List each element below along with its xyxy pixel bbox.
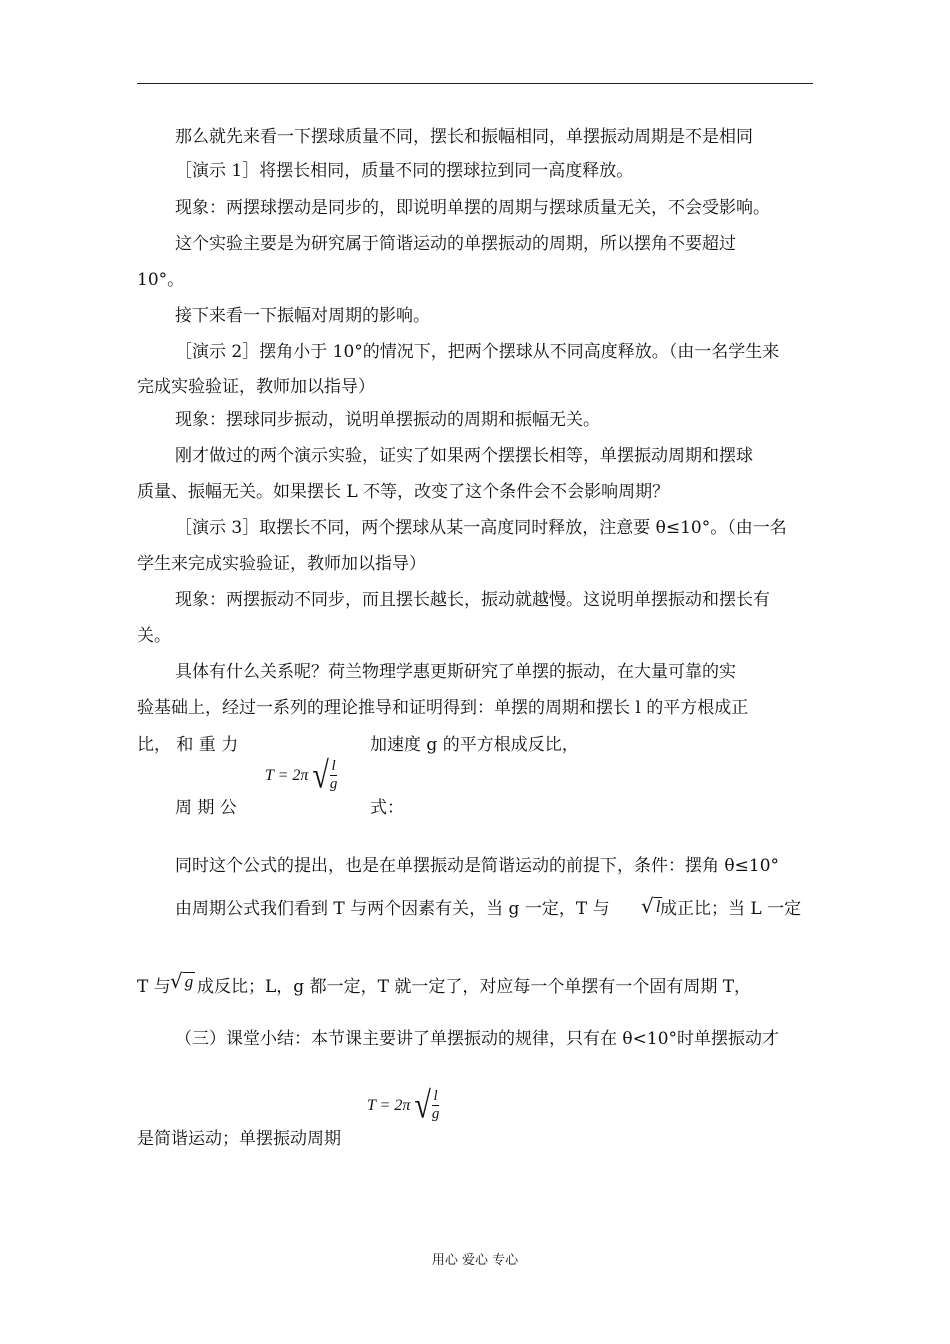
paragraph-line: ［演示 3］取摆长不同，两个摆球从某一高度同时释放，注意要 θ≤10°。（由一名 (175, 518, 787, 538)
paragraph-line: 式： (370, 798, 404, 818)
paragraph-line: 关。 (137, 626, 171, 646)
paragraph-line: 由周期公式我们看到 T 与两个因素有关，当 g 一定，T 与 (175, 899, 610, 919)
paragraph-line: 学生来完成实验验证，教师加以指导） (137, 554, 426, 574)
paragraph-line: ［演示 1］将摆长相同，质量不同的摆球拉到同一高度释放。 (175, 161, 634, 181)
paragraph-line: 现象：两摆振动不同步，而且摆长越长，振动就越慢。这说明单摆振动和摆长有 (175, 590, 770, 610)
paragraph-line: 验基础上，经过一系列的理论推导和证明得到：单摆的周期和摆长 l 的平方根成正 (137, 698, 749, 718)
paragraph-line: 成反比；L，g 都一定，T 就一定了，对应每一个单摆有一个固有周期 T， (197, 977, 752, 997)
formula-numerator: l (331, 758, 336, 774)
sqrt-l-symbol: √ l (641, 894, 661, 918)
formula-denominator: g (329, 776, 338, 792)
paragraph-line: 周 期 公 (175, 798, 237, 818)
sqrt-l-value: l (655, 896, 661, 916)
paragraph-line: 那么就先来看一下摆球质量不同，摆长和振幅相同，单摆振动周期是不是相同 (175, 127, 753, 147)
formula-numerator: l (433, 1088, 438, 1104)
paragraph-line: 成正比；当 L 一定 (660, 899, 802, 919)
sqrt-g-value: g (184, 971, 194, 991)
formula-denominator: g (431, 1106, 440, 1122)
sqrt-symbol: √ $\frac{l}{g}$ (414, 1084, 440, 1126)
paragraph-line: 这个实验主要是为研究属于简谐运动的单摆振动的周期，所以摆角不要超过 (175, 234, 736, 254)
period-formula-summary (367, 1084, 442, 1126)
paragraph-line: 完成实验验证，教师加以指导） (137, 377, 375, 397)
paragraph-line: 是简谐运动；单摆振动周期 (137, 1129, 341, 1149)
paragraph-line: 刚才做过的两个演示实验，证实了如果两个摆摆长相等，单摆振动周期和摆球 (175, 446, 753, 466)
paragraph-line: 接下来看一下振幅对周期的影响。 (175, 306, 430, 326)
formula-lhs: T = 2π (265, 766, 309, 784)
paragraph-line: 现象：摆球同步振动，说明单摆振动的周期和振幅无关。 (175, 410, 600, 430)
paragraph-line: 10°。 (137, 270, 185, 290)
paragraph-line: 比， 和 重 力 (137, 735, 239, 755)
paragraph-line: 具体有什么关系呢？荷兰物理学惠更斯研究了单摆的振动，在大量可靠的实 (175, 662, 736, 682)
paragraph-line: 同时这个公式的提出，也是在单摆振动是简谐运动的前提下，条件：摆角 θ≤10° (175, 856, 780, 876)
period-formula (265, 754, 340, 796)
sqrt-symbol: √ $\frac{l}{g}$ (312, 754, 338, 796)
sqrt-g-symbol: √ g (170, 969, 194, 993)
paragraph-line: ［演示 2］摆角小于 10°的情况下，把两个摆球从不同高度释放。（由一名学生来 (175, 342, 780, 362)
paragraph-line: 加速度 g 的平方根成反比， (370, 735, 579, 755)
formula-lhs: T = 2π (367, 1096, 411, 1114)
paragraph-line: 质量、振幅无关。如果摆长 L 不等，改变了这个条件会不会影响周期？ (137, 482, 670, 502)
paragraph-line: （三）课堂小结：本节课主要讲了单摆振动的规律，只有在 θ<10°时单摆振动才 (175, 1029, 780, 1049)
paragraph-line: T 与 (137, 977, 171, 997)
page-footer: 用心 爱心 专心 (431, 1253, 519, 1268)
paragraph-line: 现象：两摆球摆动是同步的，即说明单摆的周期与摆球质量无关，不会受影响。 (175, 198, 770, 218)
header-rule (137, 83, 813, 84)
